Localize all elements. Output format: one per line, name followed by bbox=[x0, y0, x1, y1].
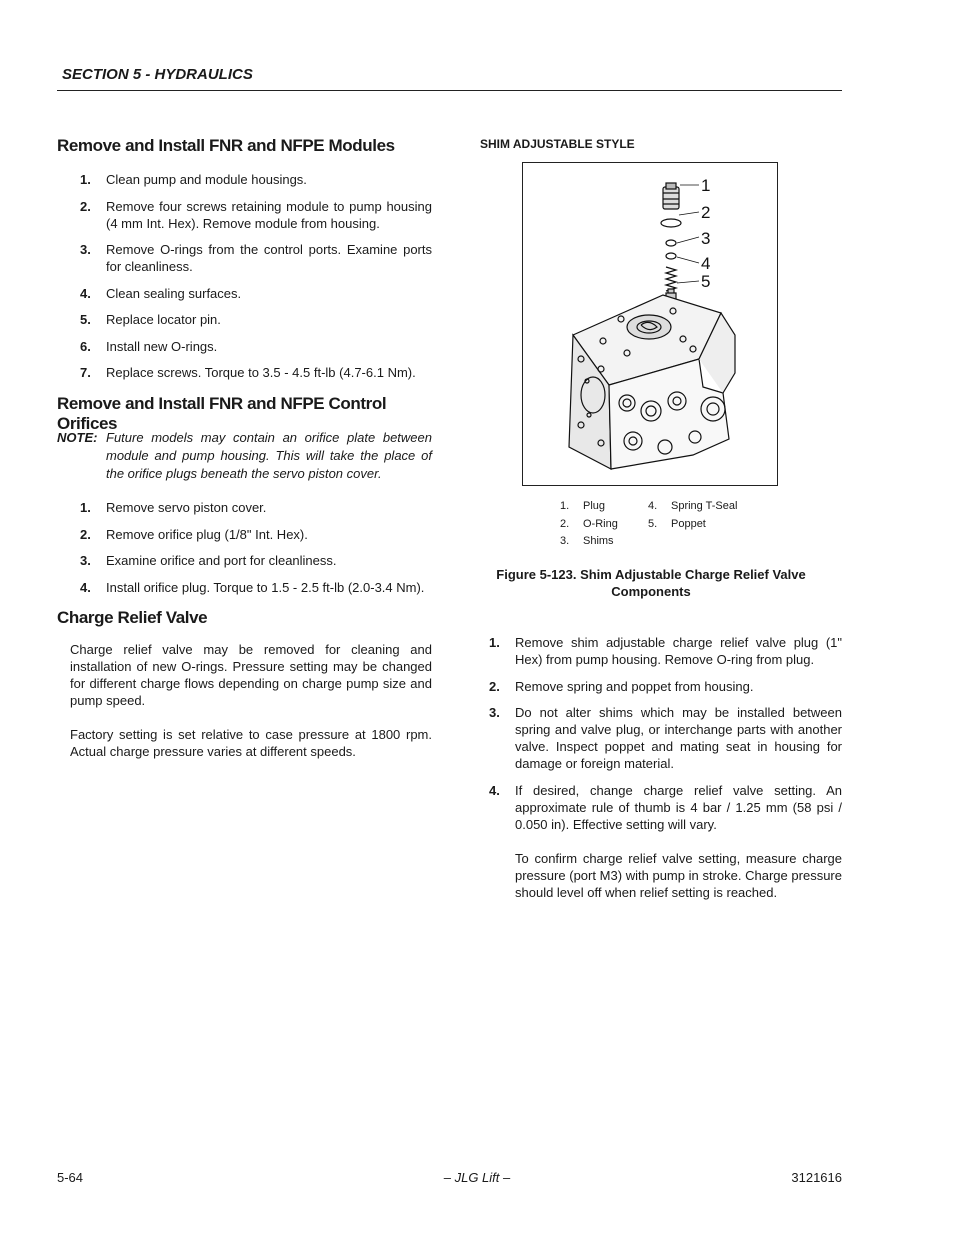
list-item bbox=[57, 364, 432, 381]
callout-4: 4 bbox=[701, 254, 711, 273]
charge-relief-para-2: Factory setting is set relative to case pressure at 1800 rpm. Actual charge pressure varies at different speeds. bbox=[70, 727, 432, 759]
figure-legend bbox=[560, 500, 800, 552]
list-item bbox=[466, 782, 842, 833]
list-item bbox=[466, 678, 842, 695]
note-text: Future models may contain an orifice plate between module and pump housing. This will take the place of the orifice plugs beneath the servo piston cover. bbox=[106, 430, 432, 481]
step-text: Replace locator pin. bbox=[106, 312, 221, 327]
heading-charge-relief: Charge Relief Valve bbox=[57, 608, 208, 627]
plug-part bbox=[663, 187, 679, 209]
step-number: 1. bbox=[80, 500, 91, 515]
step-text: Remove shim adjustable charge relief valve plug (1" Hex) from pump housing. Remove O-ring from plug. bbox=[515, 635, 842, 667]
oring-part bbox=[661, 219, 681, 227]
step-text: Replace screws. Torque to 3.5 - 4.5 ft-lb (4.7-6.1 Nm). bbox=[106, 365, 416, 380]
modules-steps bbox=[57, 171, 432, 391]
caption-line-1: Figure 5-123. Shim Adjustable Charge Relief Valve bbox=[496, 567, 806, 582]
list-item bbox=[57, 552, 432, 569]
step-text: Remove servo piston cover. bbox=[106, 500, 267, 515]
callout-3: 3 bbox=[701, 229, 711, 248]
list-item bbox=[57, 171, 432, 188]
section-header: SECTION 5 - HYDRAULICS bbox=[62, 66, 253, 83]
callout-2: 2 bbox=[701, 203, 711, 222]
legend-label: Poppet bbox=[671, 518, 706, 530]
step-number: 5. bbox=[80, 312, 91, 327]
legend-label: Plug bbox=[583, 500, 606, 512]
step-text: Remove spring and poppet from housing. bbox=[515, 678, 754, 694]
list-item bbox=[57, 579, 432, 596]
step-text: Clean sealing surfaces. bbox=[106, 285, 242, 301]
relief-setting-para: To confirm charge relief valve setting, measure charge pressure (port M3) with pump in stroke. Charge pressure should level off when relief setting is reached. bbox=[515, 851, 842, 900]
step-number: 3. bbox=[489, 705, 500, 720]
spring-part bbox=[666, 267, 676, 291]
step-number: 3. bbox=[80, 553, 91, 568]
step-text: Examine orifice and port for cleanliness. bbox=[106, 553, 337, 568]
relief-valve-drawing bbox=[523, 163, 776, 484]
step-text: Install new O-rings. bbox=[106, 338, 218, 354]
list-item bbox=[57, 285, 432, 302]
list-item bbox=[57, 198, 432, 232]
list-item bbox=[57, 241, 432, 275]
charge-relief-para-1: Charge relief valve may be removed for cleaning and installation of new O-rings. Pressure setting may be changed for different charge flows depending on charge pump size and pump speed. bbox=[70, 642, 432, 708]
legend-number: 1. bbox=[560, 500, 570, 512]
note-block bbox=[57, 429, 432, 483]
figure-title: SHIM ADJUSTABLE STYLE bbox=[480, 137, 635, 151]
step-number: 4. bbox=[80, 579, 91, 595]
list-item bbox=[57, 311, 432, 328]
legend-number: 5. bbox=[648, 518, 658, 530]
heading-modules: Remove and Install FNR and NFPE Modules bbox=[57, 136, 395, 155]
footer-brand: – JLG Lift – bbox=[443, 1170, 511, 1185]
step-text: Remove O-rings from the control ports. Examine ports for cleanliness. bbox=[106, 242, 432, 274]
shim-part bbox=[666, 240, 676, 246]
step-text: If desired, change charge relief valve setting. An approximate rule of thumb is 4 bar / 1.25 mm (58 psi / 0.050 in). Effective setting will vary. bbox=[515, 782, 842, 832]
relief-steps bbox=[466, 634, 842, 842]
step-number: 2. bbox=[80, 526, 91, 542]
step-number: 4. bbox=[80, 285, 91, 301]
orifice-steps bbox=[57, 499, 432, 605]
list-item bbox=[57, 526, 432, 543]
step-text: Remove four screws retaining module to pump housing (4 mm Int. Hex). Remove module from housing. bbox=[106, 198, 432, 231]
step-number: 4. bbox=[489, 782, 500, 798]
note-label: NOTE: bbox=[57, 430, 98, 445]
step-number: 2. bbox=[80, 198, 91, 214]
step-text: Install orifice plug. Torque to 1.5 - 2.5 ft-lb (2.0-3.4 Nm). bbox=[106, 579, 425, 595]
figure-caption bbox=[466, 566, 836, 600]
legend-number: 2. bbox=[560, 518, 570, 530]
list-item bbox=[57, 499, 432, 516]
header-rule bbox=[57, 90, 842, 91]
step-number: 7. bbox=[80, 365, 91, 380]
legend-label: Spring T-Seal bbox=[671, 500, 738, 512]
step-number: 2. bbox=[489, 678, 500, 694]
step-text: Do not alter shims which may be installed between spring and valve plug, or interchange parts with another valve. Inspect poppet and mating seat in housing for damage or foreign material. bbox=[515, 705, 842, 771]
step-number: 1. bbox=[80, 172, 91, 187]
legend-label: O-Ring bbox=[583, 518, 618, 530]
caption-line-2: Components bbox=[611, 584, 691, 599]
step-number: 3. bbox=[80, 242, 91, 257]
callout-5: 5 bbox=[701, 272, 711, 291]
callout-1: 1 bbox=[701, 176, 711, 195]
list-item bbox=[57, 338, 432, 355]
figure-illustration bbox=[522, 162, 778, 486]
page-number: 5-64 bbox=[57, 1170, 84, 1185]
document-number: 3121616 bbox=[791, 1170, 842, 1185]
legend-label: Shims bbox=[583, 535, 614, 547]
list-item bbox=[466, 634, 842, 668]
legend-number: 4. bbox=[648, 500, 658, 512]
step-number: 6. bbox=[80, 338, 91, 354]
list-item bbox=[466, 704, 842, 772]
step-number: 1. bbox=[489, 635, 500, 650]
legend-number: 3. bbox=[560, 535, 570, 547]
step-text: Clean pump and module housings. bbox=[106, 172, 307, 187]
heading-orifices: Remove and Install FNR and NFPE Control Orifices bbox=[57, 394, 387, 433]
step-text: Remove orifice plug (1/8" Int. Hex). bbox=[106, 526, 308, 542]
